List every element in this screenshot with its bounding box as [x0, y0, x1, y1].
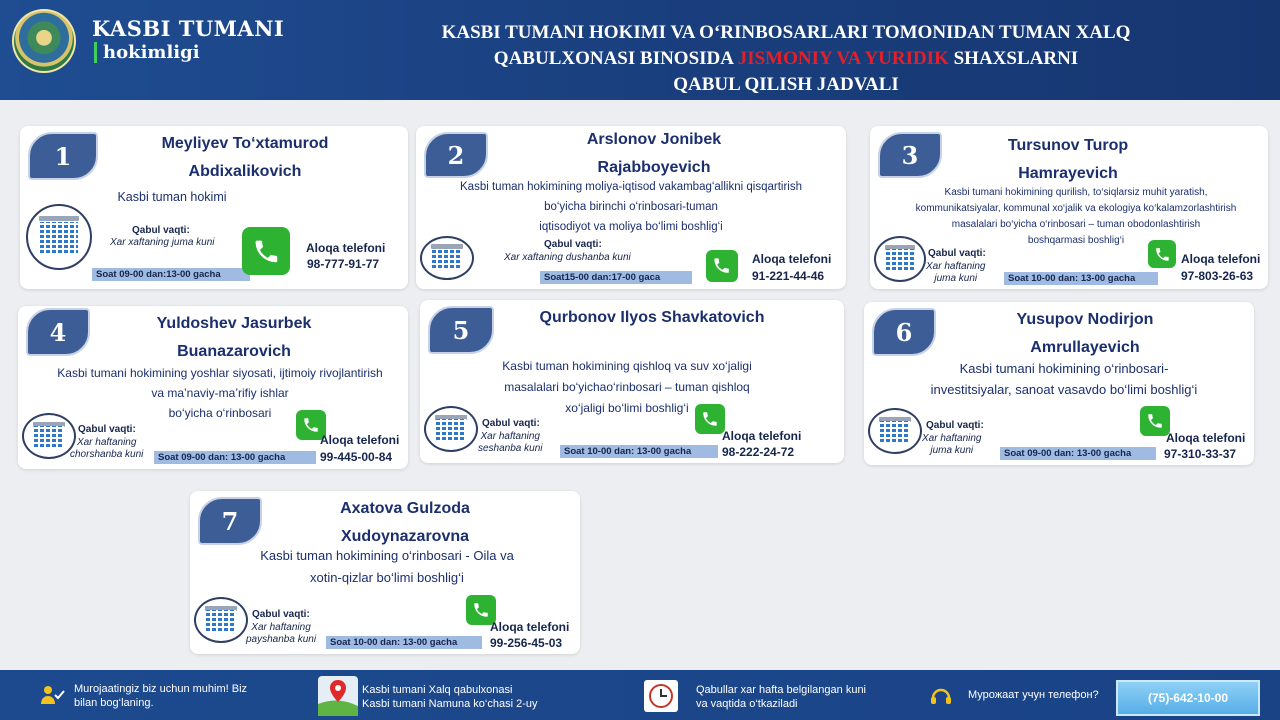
official-role: Kasbi tumani hokimining o‘rinbosari- investitsiyalar, sanoat vasavdo bo‘limi boshlig‘i: [930, 361, 1198, 397]
phone-number[interactable]: 97-310-33-37: [1164, 447, 1237, 461]
contact-label: Aloqa telefoni: [1181, 252, 1261, 266]
coat-of-arms-logo: [12, 9, 76, 73]
official-card-4: [18, 306, 408, 469]
phone-number[interactable]: 91-221-44-46: [752, 269, 825, 283]
phone-icon: [706, 250, 738, 282]
clock-icon: [644, 680, 678, 712]
contact-label: Aloqa telefoni: [320, 433, 400, 447]
official-name: Arslonov Jonibek Rajabboyevich: [586, 131, 722, 176]
phone-number[interactable]: 98-777-91-77: [307, 257, 380, 271]
calendar-icon: [420, 236, 474, 280]
footer-address-text: Kasbi tumani Xalq qabulxonasi Kasbi tumani Namuna ko‘chasi 2-uy: [362, 684, 538, 710]
reception-label: Qabul vaqti:: [928, 248, 986, 259]
reception-label: Qabul vaqti:: [926, 420, 984, 431]
map-pin-icon: [318, 676, 358, 716]
official-role: Kasbi tuman hokimining qishloq va suv xo‘jaligi masalalari bo‘yichao‘rinbosari – tuman qishloq xo‘jaligi bo‘limi boshlig‘i: [502, 359, 752, 415]
contact-label: Aloqa telefoni: [490, 620, 570, 634]
official-card-3: [870, 126, 1268, 289]
card-number-badge: 2: [424, 132, 488, 178]
phone-icon: [242, 227, 290, 275]
reception-hours: Soat 10-00 dan: 13-00 gacha: [1004, 272, 1158, 285]
card-number-badge: 5: [428, 306, 494, 354]
reception-hours: Soat 09-00 dan:13-00 gacha: [92, 268, 250, 281]
official-role: Kasbi tuman hokimining o‘rinbosari - Oila va xotin-qizlar bo‘limi boshlig‘i: [260, 548, 514, 585]
card-number-badge: 1: [28, 132, 98, 180]
calendar-icon: [22, 413, 76, 459]
title-line-1: KASBI TUMANI HOKIMI VA O‘RINBOSARLARI TOMONIDAN TUMAN XALQ: [441, 22, 1131, 43]
reception-hours: Soat15-00 dan:17-00 gaca: [540, 271, 692, 284]
reception-label: Qabul vaqti:: [252, 609, 310, 620]
reception-hours: Soat 10-00 dan: 13-00 gacha: [326, 636, 482, 649]
hotline-button[interactable]: (75)-642-10-00: [1116, 680, 1260, 716]
footer-contact-text: Murojaatingiz biz uchun muhim! Biz bilan bog‘laning.: [74, 683, 248, 709]
schedule-area: [0, 100, 1280, 670]
page-title: [396, 20, 1176, 98]
phone-number[interactable]: 99-256-45-03: [490, 636, 563, 650]
official-role: Kasbi tuman hokimining moliya-iqtisod vakambag‘allikni qisqartirish bo‘yicha birinchi o‘rinbosari-tuman iqtisodiyot va moliya bo‘limi boshlig‘i: [460, 181, 802, 233]
calendar-icon: [194, 597, 248, 643]
footer-bar: [0, 670, 1280, 720]
official-card-6: [864, 302, 1254, 465]
official-card-1: [20, 126, 408, 289]
official-name: Meyliyev To‘xtamurod Abdixalikovich: [161, 135, 329, 180]
official-role: Kasbi tuman hokimi: [117, 190, 227, 204]
reception-hours: Soat 09-00 dan: 13-00 gacha: [1000, 447, 1156, 460]
official-role: Kasbi tumani hokimining yoshlar siyosati, ijtimoiy rivojlantirish va ma’naviy-ma’rifiy ishlar bo‘yicha o‘rinbosari: [57, 366, 383, 420]
brand-title: KASBI TUMANI: [92, 16, 285, 41]
title-highlight: JISMONIY VA YURIDIK: [737, 48, 949, 69]
reception-label: Qabul vaqti:: [132, 225, 190, 236]
header: [0, 0, 1280, 102]
reception-hours: Soat 10-00 dan: 13-00 gacha: [560, 445, 718, 458]
reception-label: Qabul vaqti:: [544, 239, 602, 250]
title-line-3: QABUL QILISH JADVALI: [673, 74, 899, 95]
footer-schedule-text: Qabullar xar hafta belgilangan kuni va vaqtida o‘tkaziladi: [696, 684, 867, 710]
card-number-badge: 3: [878, 132, 942, 178]
phone-icon: [1148, 240, 1176, 268]
reception-day: Xar haftaning juma kuni: [922, 433, 982, 456]
contact-label: Aloqa telefoni: [306, 241, 386, 255]
reception-day: Xar haftaning chorshanba kuni: [70, 437, 144, 460]
reception-label: Qabul vaqti:: [78, 424, 136, 435]
title-line-2: QABULXONASI BINOSIDA JISMONIY VA YURIDIK SHAXSLARNI: [493, 48, 1079, 69]
calendar-icon: [424, 406, 478, 452]
official-role: Kasbi tumani hokimining qurilish, to‘siqlarsiz muhit yaratish, kommunikatsiyalar, kommunal xo‘jalik va ekologiya ko‘kalamzorlashtirish masalalari bo‘yicha o‘rinbosari – tuman obodonlashtirish boshqarmasi boshlig‘i: [915, 187, 1237, 246]
phone-icon: [695, 404, 725, 434]
calendar-icon: [874, 236, 926, 282]
card-number-badge: 4: [26, 308, 90, 356]
official-name: Yuldoshev Jasurbek Buanazarovich: [156, 315, 312, 360]
calendar-icon: [26, 204, 92, 270]
phone-number[interactable]: 99-445-00-84: [320, 450, 393, 464]
reception-day: Xar haftaning seshanba kuni: [478, 431, 543, 454]
contact-label: Aloqa telefoni: [752, 252, 832, 266]
official-card-2: [416, 126, 846, 289]
card-number-badge: 7: [198, 497, 262, 545]
official-name: Yusupov Nodirjon Amrullayevich: [1016, 311, 1154, 356]
reception-day: Xar haftaning payshanba kuni: [246, 622, 317, 645]
reception-hours: Soat 09-00 dan: 13-00 gacha: [154, 451, 316, 464]
brand-subtitle: hokimligi: [94, 42, 200, 63]
contact-label: Aloqa telefoni: [722, 429, 802, 443]
phone-number[interactable]: 98-222-24-72: [722, 445, 795, 459]
calendar-icon: [868, 408, 922, 454]
footer-phone-question: Мурожаат учун телефон?: [968, 689, 1099, 701]
card-number-badge: 6: [872, 308, 936, 356]
official-card-7: [190, 491, 580, 654]
phone-number[interactable]: 97-803-26-63: [1181, 269, 1254, 283]
official-name: Axatova Gulzoda Xudoynazarovna: [340, 500, 470, 545]
reception-day: Xar xaftaning juma kuni: [110, 237, 215, 248]
contact-label: Aloqa telefoni: [1166, 431, 1246, 445]
headset-icon: [930, 686, 952, 706]
contact-person-icon: [40, 684, 66, 706]
reception-day: Xar haftaning juma kuni: [926, 261, 986, 284]
official-card-5: [420, 300, 844, 463]
reception-day: Xar xaftaning dushanba kuni: [504, 252, 631, 263]
official-name: Tursunov Turop Hamrayevich: [1007, 137, 1129, 182]
reception-label: Qabul vaqti:: [482, 418, 540, 429]
official-name: Qurbonov Ilyos Shavkatovich: [539, 309, 765, 326]
